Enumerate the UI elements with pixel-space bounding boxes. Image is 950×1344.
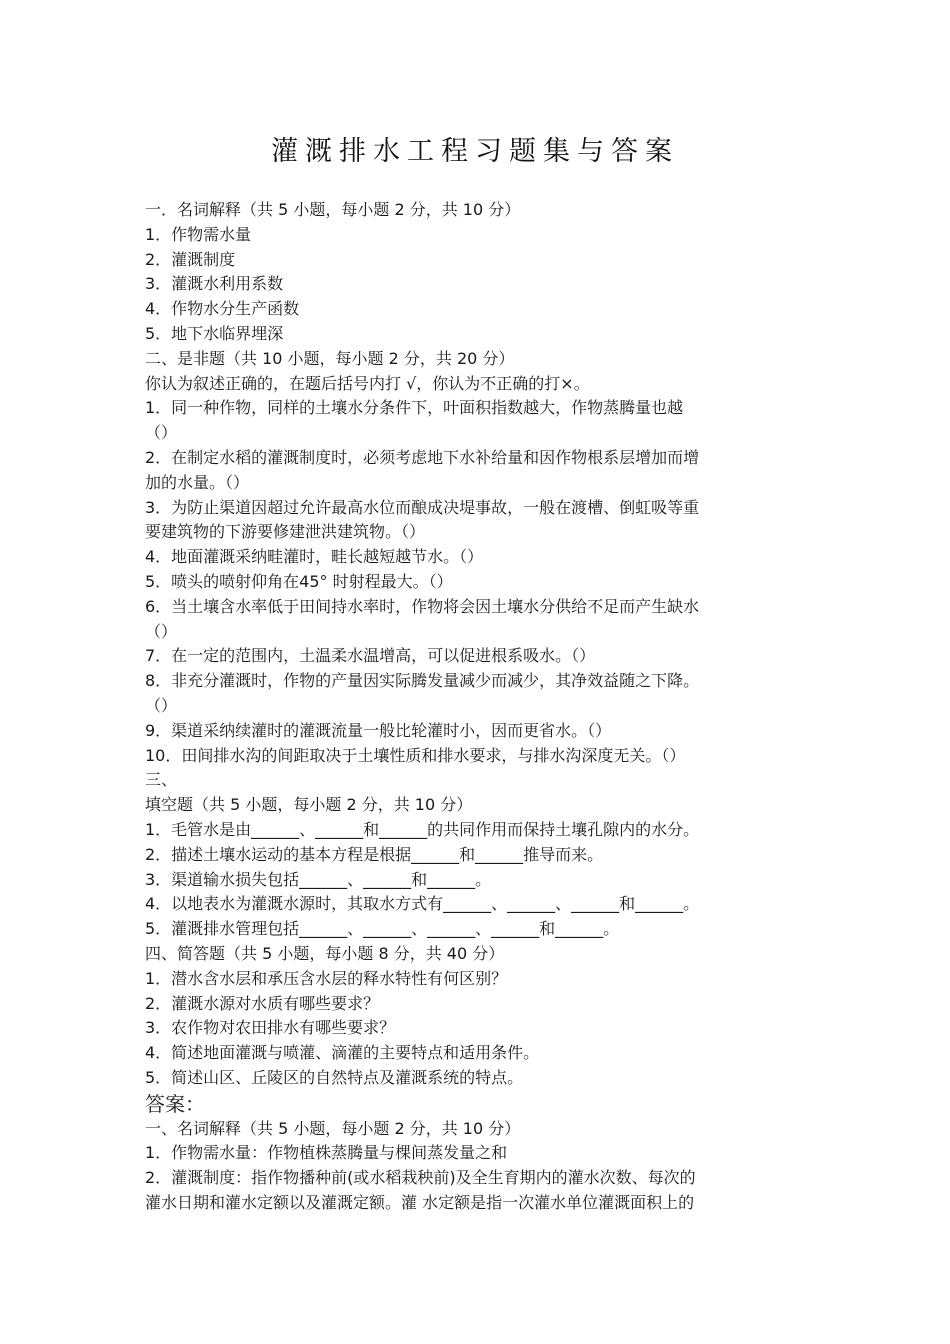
answer-heading: 答案： — [145, 1091, 205, 1116]
question-line: 5．灌溉排水管理包括______、______、______、______和______。 — [145, 919, 620, 939]
section-heading: 三、 — [145, 770, 178, 790]
question-line: 7．在一定的范围内，土温柔水温增高，可以促进根系吸水。（） — [145, 646, 596, 666]
question-line: 5．地下水临界埋深 — [145, 323, 284, 343]
answer-line: 1．作物需水量：作物植株蒸腾量与棵间蒸发量之和 — [145, 1143, 508, 1163]
question-line: 3．为防止渠道因超过允许最高水位而酿成决堤事故，一般在渡槽、倒虹吸等重 — [145, 497, 700, 517]
section-heading: 一、名词解释（共 5 小题，每小题 2 分，共 10 分） — [145, 1118, 521, 1138]
question-line: 2．灌溉制度 — [145, 249, 236, 269]
section-heading: 四、简答题（共 5 小题，每小题 8 分，共 40 分） — [145, 943, 505, 963]
question-line: 3．渠道输水损失包括______、______和______。 — [145, 869, 492, 889]
question-line: 1．潜水含水层和承压含水层的释水特性有何区别？ — [145, 968, 508, 988]
section-heading: 一．名词解释（共 5 小题，每小题 2 分，共 10 分） — [145, 200, 521, 219]
document-title: 灌溉排水工程习题集与答案 — [271, 136, 679, 167]
question-line: 2．灌溉水源对水质有哪些要求？ — [145, 993, 380, 1013]
question-line: 8．非充分灌溉时，作物的产量因实际腾发量减少而减少，其净效益随之下降。 — [145, 671, 700, 691]
instruction-line: 你认为叙述正确的，在题后括号内打 √，你认为不正确的打×。 — [145, 373, 590, 393]
question-line: 4．简述地面灌溉与喷灌、滴灌的主要特点和适用条件。 — [145, 1043, 540, 1063]
question-line: 4．作物水分生产函数 — [145, 299, 300, 319]
answer-line: 2．灌溉制度：指作物播种前(或水稻栽秧前)及全生育期内的灌水次数、每次的 — [145, 1168, 696, 1188]
question-line: （） — [145, 423, 178, 443]
question-line: 3．灌溉水利用系数 — [145, 274, 284, 294]
question-line: （） — [145, 695, 178, 715]
question-line: 加的水量。（） — [145, 472, 250, 492]
question-line: 4．以地表水为灌溉水源时，其取水方式有______、______、______和______。 — [145, 894, 700, 914]
question-line: 5．喷头的喷射仰角在45° 时射程最大。（） — [145, 571, 453, 591]
document-body — [145, 198, 810, 1216]
question-line: 1．毛管水是由______、______和______的共同作用而保持土壤孔隙内的水分。 — [145, 819, 700, 839]
answer-line: 灌水日期和灌水定额以及灌溉定额。灌 水定额是指一次灌水单位灌溉面积上的 — [145, 1193, 695, 1213]
question-line: 4．地面灌溉采纳畦灌时，畦长越短越节水。（） — [145, 547, 484, 567]
question-line: （） — [145, 621, 178, 641]
section-heading: 二、是非题（共 10 小题，每小题 2 分，共 20 分） — [145, 348, 515, 368]
question-line: 5．简述山区、丘陵区的自然特点及灌溉系统的特点。 — [145, 1067, 524, 1087]
question-line: 要建筑物的下游要修建泄洪建筑物。（） — [145, 522, 426, 542]
question-line: 1．同一种作物，同样的土壤水分条件下，叶面积指数越大，作物蒸腾量也越 — [145, 398, 684, 418]
question-line: 2．描述土壤水运动的基本方程是根据______和______推导而来。 — [145, 844, 604, 864]
question-line: 10．田间排水沟的间距取决于土壤性质和排水要求，与排水沟深度无关。（） — [145, 745, 686, 765]
question-line: 6．当土壤含水率低于田间持水率时，作物将会因土壤水分供给不足而产生缺水 — [145, 596, 700, 616]
question-line: 9．渠道采纳续灌时的灌溉流量一般比轮灌时小，因而更省水。（） — [145, 720, 612, 740]
question-line: 1．作物需水量 — [145, 224, 252, 244]
question-line: 3．农作物对农田排水有哪些要求？ — [145, 1018, 396, 1038]
section-heading: 填空题（共 5 小题，每小题 2 分，共 10 分） — [145, 795, 473, 815]
question-line: 2．在制定水稻的灌溉制度时，必须考虑地下水补给量和因作物根系层增加而增 — [145, 447, 700, 467]
